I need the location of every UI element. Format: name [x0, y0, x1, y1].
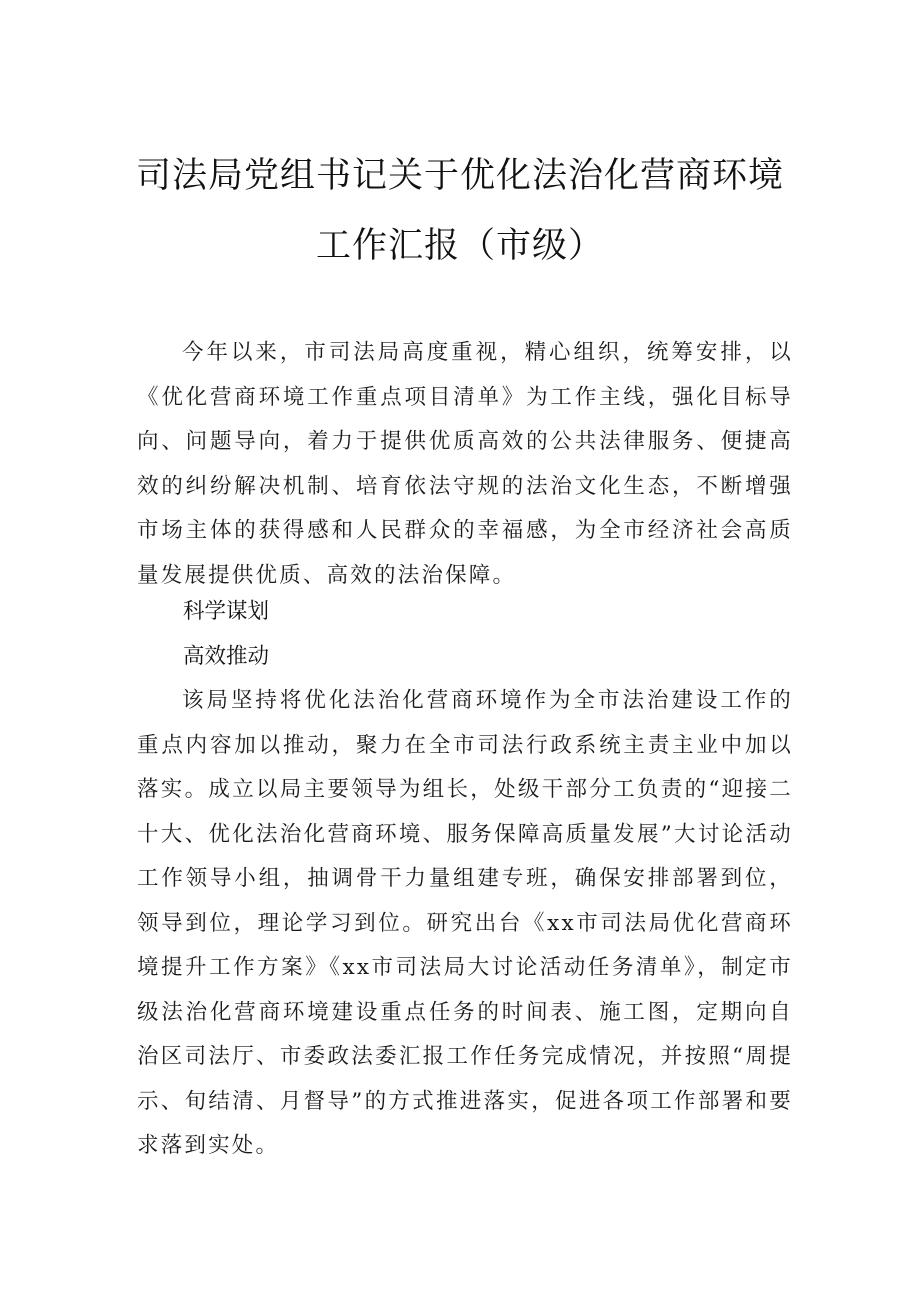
document-title-line-1: 司法局党组书记关于优化法治化营商环境 — [135, 156, 784, 196]
section-heading-promotion: 高效推动 — [183, 644, 270, 669]
document-title-line-2: 工作汇报（市级） — [315, 226, 604, 266]
intro-paragraph: 今年以来，市司法局高度重视，精心组织，统筹安排，以《优化营商环境工作重点项目清单》为工作主线，强化目标导向、问题导向，着力于提供优质高效的公共法律服务、便捷高效的纠纷解决机制、培育依法守规的法治文化生态，不断增强市场主体的获得感和人民群众的幸福感，为全市经济社会高质量发展提供优质、高效的法治保障。 — [137, 340, 793, 588]
body-paragraph: 该局坚持将优化法治化营商环境作为全市法治建设工作的重点内容加以推动，聚力在全市司法行政系统主责主业中加以落实。成立以局主要领导为组长，处级干部分工负责的“迎接二十大、优化法治化营商环境、服务保障高质量发展”大讨论活动工作领导小组，抽调骨干力量组建专班，确保安排部署到位，领导到位，理论学习到位。研究出台《xx市司法局优化营商环境提升工作方案》《xx市司法局大讨论活动任务清单》，制定市级法治化营商环境建设重点任务的时间表、施工图，定期向自治区司法厅、市委政法委汇报工作任务完成情况，并按照“周提示、旬结清、月督导”的方式推进落实，促进各项工作部署和要求落到实处。 — [137, 688, 793, 1158]
section-heading-planning: 科学谋划 — [183, 599, 270, 624]
